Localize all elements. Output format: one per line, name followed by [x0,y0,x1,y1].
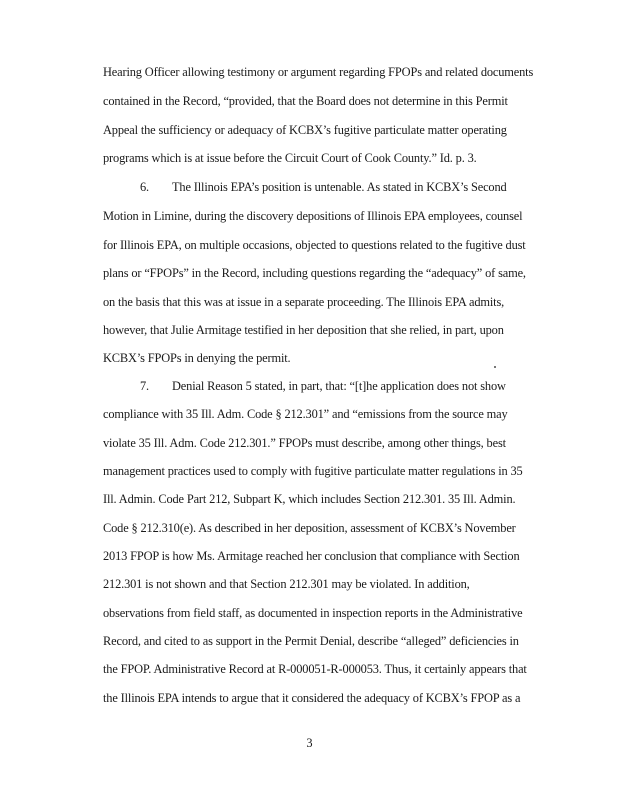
text-line: plans or “FPOPs” in the Record, including questions regarding the “adequacy” of same, [103,266,526,280]
text-line: Motion in Limine, during the discovery depositions of Illinois EPA employees, counsel [103,209,523,223]
text-line: Appeal the sufficiency or adequacy of KCBX’s fugitive particulate matter operating [103,123,507,137]
text-line: 2013 FPOP is how Ms. Armitage reached her conclusion that compliance with Section [103,549,520,563]
scan-speck [494,366,496,368]
text-line: management practices used to comply with fugitive particulate matter regulations in 35 [103,464,523,478]
text-line: on the basis that this was at issue in a separate proceeding. The Illinois EPA admits, [103,295,505,309]
text-line: however, that Julie Armitage testified in her deposition that she relied, in part, upon [103,323,504,337]
text-line: KCBX’s FPOPs in denying the permit. [103,351,291,365]
text-line: Denial Reason 5 stated, in part, that: “[t]he application does not show [172,379,506,393]
text-line: Hearing Officer allowing testimony or argument regarding FPOPs and related documents [103,65,534,79]
paragraph-7-first-line [140,378,506,394]
text-line: Code § 212.310(e). As described in her deposition, assessment of KCBX’s November [103,521,516,535]
text-line: programs which is at issue before the Circuit Court of Cook County.” Id. p. 3. [103,151,477,165]
text-line: violate 35 Ill. Adm. Code 212.301.” FPOPs must describe, among other things, best [103,436,506,450]
paragraph-6-first-line [140,179,507,195]
paragraph-number: 7. [140,379,149,393]
text-line: Record, and cited to as support in the Permit Denial, describe “alleged” deficiencies in [103,634,519,648]
text-line: the FPOP. Administrative Record at R-000051-R-000053. Thus, it certainly appears that [103,662,527,676]
paragraph-number: 6. [140,180,149,194]
text-line: the Illinois EPA intends to argue that it considered the adequacy of KCBX’s FPOP as a [103,691,521,705]
text-line: contained in the Record, “provided, that the Board does not determine in this Permit [103,94,508,108]
text-line: compliance with 35 Ill. Adm. Code § 212.301” and “emissions from the source may [103,407,508,421]
text-line: Ill. Admin. Code Part 212, Subpart K, which includes Section 212.301. 35 Ill. Admin. [103,492,516,506]
text-line: The Illinois EPA’s position is untenable. As stated in KCBX’s Second [172,180,507,194]
text-line: 212.301 is not shown and that Section 212.301 may be violated. In addition, [103,577,470,591]
page-number: 3 [306,736,313,750]
text-line: for Illinois EPA, on multiple occasions, objected to questions related to the fugitive dust [103,238,526,252]
text-line: observations from field staff, as documented in inspection reports in the Administrative [103,606,523,620]
